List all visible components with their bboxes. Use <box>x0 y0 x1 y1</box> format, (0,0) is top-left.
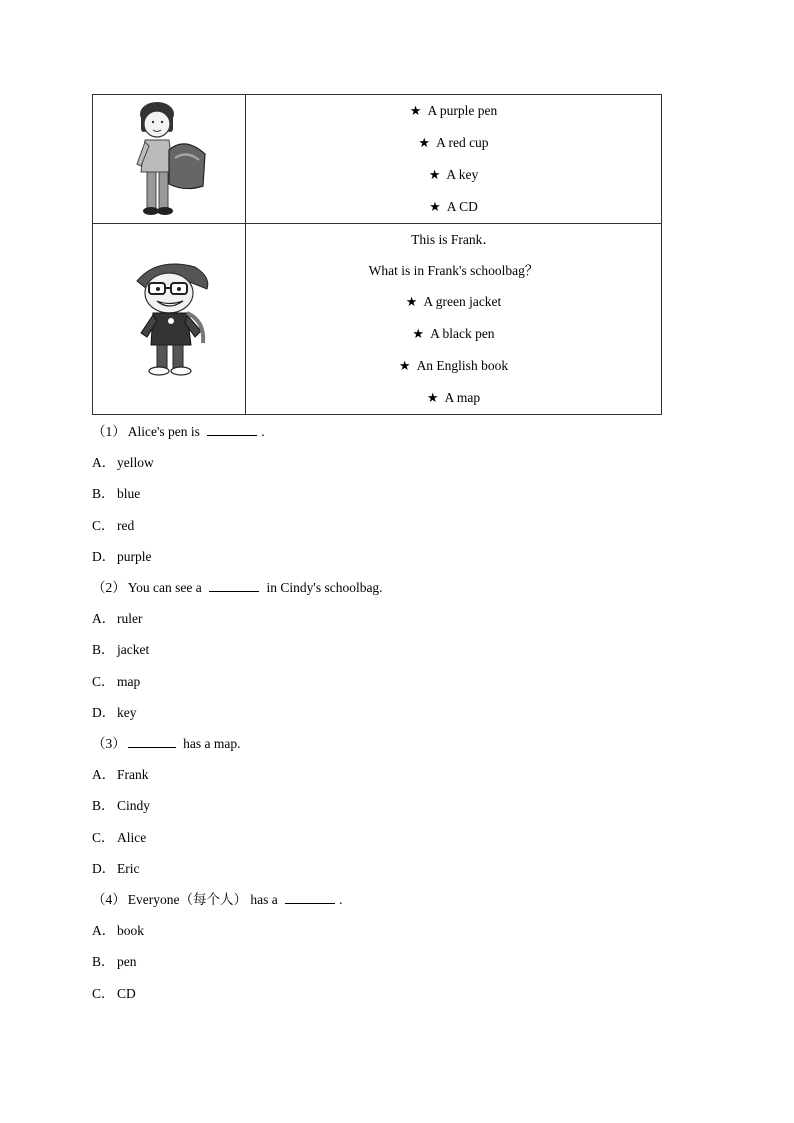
option-letter: B． <box>92 798 115 814</box>
frank-items-cell <box>246 224 662 415</box>
item-line <box>246 318 661 350</box>
option-text: pen <box>117 954 137 970</box>
question-text-end: in Cindy's schoolbag. <box>263 580 383 596</box>
option-text: book <box>117 923 144 939</box>
answer-blank <box>285 891 335 904</box>
question-text: You can see a <box>127 580 206 596</box>
girl-with-schoolbag-illustration <box>119 100 219 218</box>
item-text: A map <box>444 390 481 405</box>
option-text: key <box>117 704 137 720</box>
option-letter: C． <box>92 985 115 1001</box>
option-b <box>92 790 692 821</box>
table-row-frank <box>93 224 662 415</box>
option-text: red <box>117 517 135 533</box>
option-letter: D． <box>92 548 116 564</box>
option-b <box>92 478 692 509</box>
option-text: CD <box>117 985 136 1001</box>
option-letter: A． <box>92 767 116 783</box>
option-letter: C． <box>92 673 115 689</box>
option-c <box>92 666 692 697</box>
star-icon: ★ <box>409 104 422 119</box>
answer-blank <box>207 423 257 436</box>
option-text: Eric <box>117 860 140 876</box>
question-text-end: . <box>261 424 265 439</box>
question-number: （4） <box>92 892 126 908</box>
question-line: What is in Frank's schoolbag？ <box>368 263 539 278</box>
option-letter: C． <box>92 829 115 845</box>
answer-blank <box>128 735 176 748</box>
star-icon: ★ <box>412 327 425 342</box>
item-line <box>246 95 661 127</box>
star-icon: ★ <box>398 359 411 374</box>
question-4 <box>92 884 692 915</box>
option-text: Frank <box>117 767 149 783</box>
option-text: ruler <box>117 611 143 627</box>
option-letter: B． <box>92 642 115 658</box>
questions-section <box>92 416 692 1009</box>
item-line <box>246 350 661 382</box>
option-letter: A． <box>92 455 116 471</box>
item-line <box>246 127 661 159</box>
question-1 <box>92 416 692 447</box>
frank-picture-cell <box>93 224 246 415</box>
option-text: blue <box>117 486 141 502</box>
option-b <box>92 946 692 977</box>
option-c <box>92 978 692 1009</box>
girl-picture-cell <box>93 95 246 224</box>
option-d <box>92 541 692 572</box>
item-text: A red cup <box>436 135 489 150</box>
option-text: yellow <box>117 455 154 471</box>
option-c <box>92 510 692 541</box>
option-letter: A． <box>92 611 116 627</box>
item-line <box>246 159 661 191</box>
question-text: Alice's pen is <box>127 424 204 439</box>
option-letter: A． <box>92 923 116 939</box>
option-letter: C． <box>92 517 115 533</box>
option-a <box>92 915 692 946</box>
item-line <box>246 286 661 318</box>
item-text: A key <box>446 167 479 182</box>
option-d <box>92 697 692 728</box>
option-letter: B． <box>92 486 115 502</box>
option-text: Alice <box>117 829 147 845</box>
option-text: Cindy <box>117 798 151 814</box>
girl-items-cell <box>246 95 662 224</box>
question-number: （2） <box>92 580 126 596</box>
option-c <box>92 822 692 853</box>
item-line <box>246 191 661 223</box>
question-text-end: . <box>339 892 343 908</box>
boy-with-glasses-illustration <box>117 259 221 379</box>
item-text: A purple pen <box>427 103 498 118</box>
option-a <box>92 759 692 790</box>
option-letter: D． <box>92 704 116 720</box>
star-icon: ★ <box>418 136 431 151</box>
star-icon: ★ <box>405 295 418 310</box>
option-a <box>92 603 692 634</box>
item-text: A CD <box>446 199 478 214</box>
star-icon: ★ <box>426 391 439 406</box>
item-text: A black pen <box>430 326 495 341</box>
question-2 <box>92 572 692 603</box>
option-text: jacket <box>117 642 150 658</box>
question-number: （3） <box>92 736 126 752</box>
option-d <box>92 853 692 884</box>
table-row-girl <box>93 95 662 224</box>
item-text: An English book <box>416 358 509 373</box>
star-icon: ★ <box>428 168 441 183</box>
item-line <box>246 382 661 414</box>
question-3 <box>92 728 692 759</box>
option-text: purple <box>117 548 152 564</box>
star-icon: ★ <box>429 200 441 215</box>
question-text: Everyone（每个人） has a <box>127 892 282 908</box>
option-a <box>92 447 692 478</box>
option-letter: B． <box>92 954 115 970</box>
question-text-end: has a map. <box>179 736 241 752</box>
question-number: （1） <box>92 424 126 439</box>
option-b <box>92 634 692 665</box>
option-text: map <box>117 673 141 689</box>
option-letter: D． <box>92 860 116 876</box>
item-text: A green jacket <box>423 294 502 309</box>
answer-blank <box>209 579 259 592</box>
info-table <box>92 94 662 415</box>
intro-line: This is Frank． <box>411 232 496 247</box>
